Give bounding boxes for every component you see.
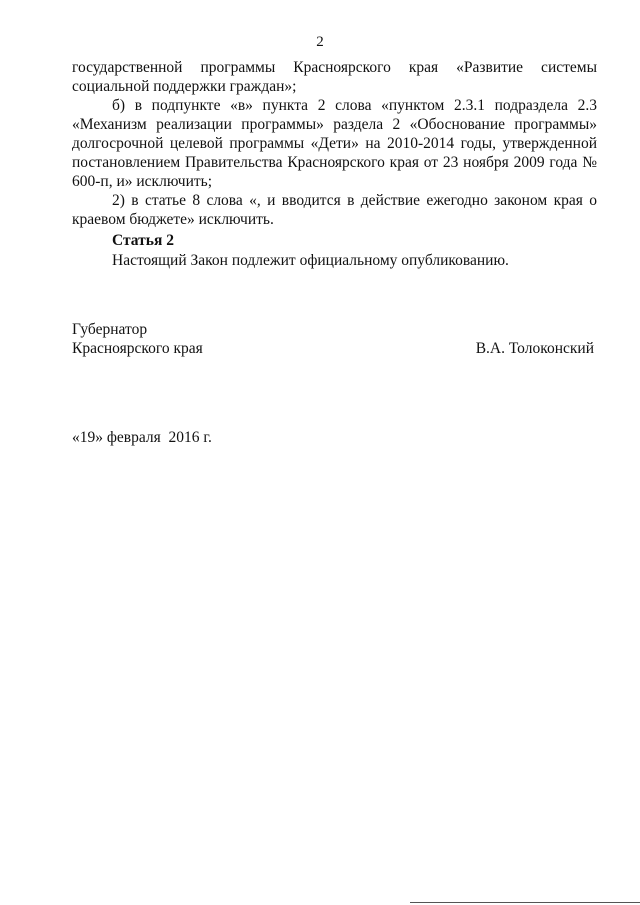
signatory-title-line-2: Красноярского края <box>72 340 203 357</box>
paragraph-subitem-b: б) в подпункте «в» пункта 2 слова «пунктом 2.3.1 подраздела 2.3 «Механизм реализации программы» раздела 2 «Обоснование программы» долгосрочной целевой программы «Дети» на 2010-2014 годы, утвержденной постановлением Правительства Красноярского края от 23 ноября 2009 года № 600-п, и» исключить; <box>72 97 597 190</box>
paragraph-continuation: государственной программы Красноярского края «Развитие системы социальной поддержки граждан»; <box>72 59 597 95</box>
article-heading: Статья 2 <box>112 232 174 249</box>
signatory-title <box>72 320 203 358</box>
signatory-name: В.А. Толоконский <box>475 340 594 357</box>
page-number: 2 <box>316 34 324 50</box>
paragraph-item-2: 2) в статье 8 слова «, и вводится в действие ежегодно законом края о краевом бюджете» исключить. <box>72 192 597 228</box>
signing-date: «19» февраля 2016 г. <box>72 429 212 446</box>
bottom-rule <box>410 902 640 903</box>
article-text: Настоящий Закон подлежит официальному опубликованию. <box>112 252 509 269</box>
signatory-title-line-1: Губернатор <box>72 321 148 338</box>
amendment-text <box>72 58 597 229</box>
